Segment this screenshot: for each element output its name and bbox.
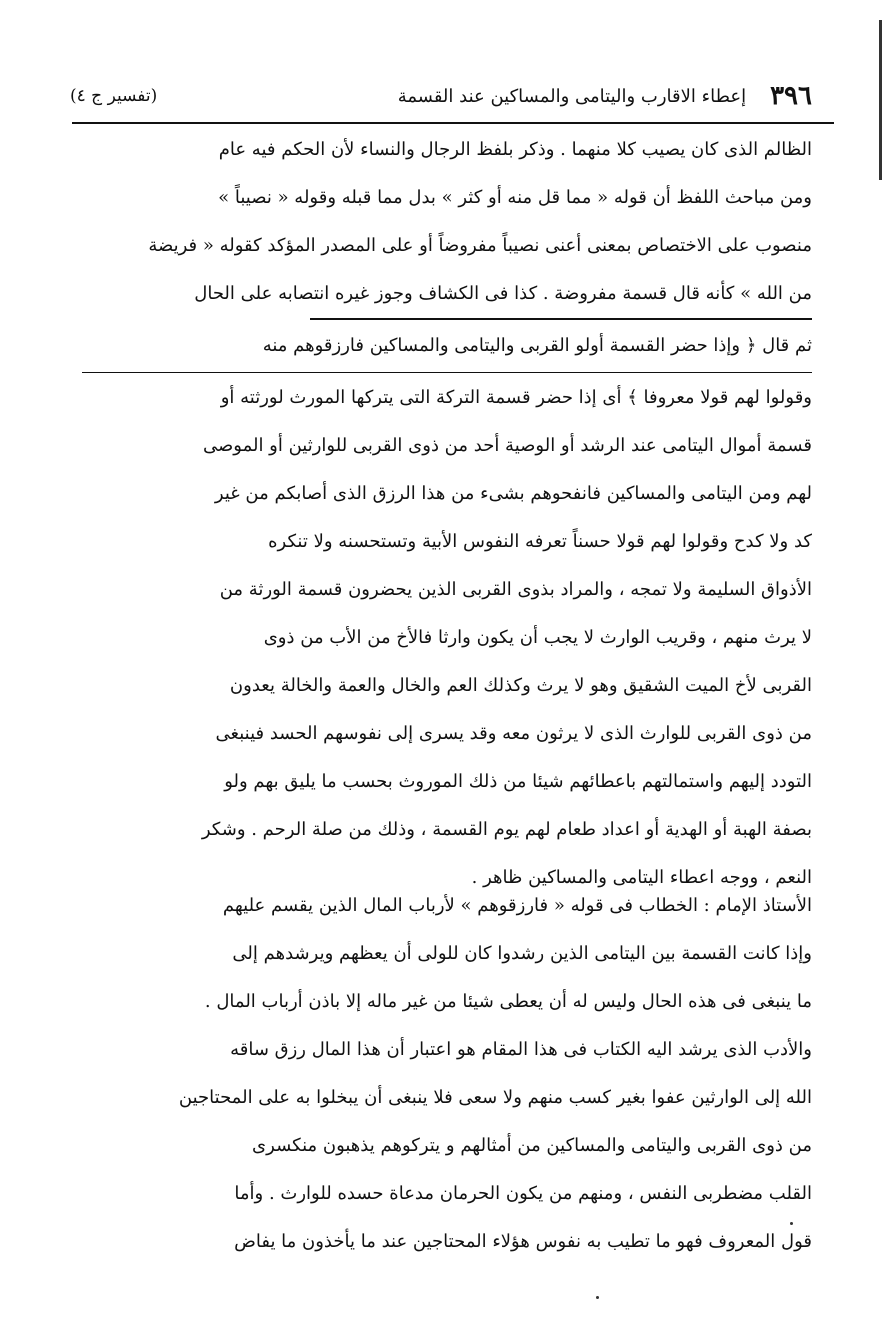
text-line: بصفة الهبة أو الهدية أو اعداد طعام لهم يوم القسمة ، وذلك من صلة الرحم . وشكر [201, 819, 812, 840]
text-line: لهم ومن اليتامى والمساكين فانفحوهم بشىء من هذا الرزق الذى أصابكم من غير [214, 483, 812, 504]
paragraph-continuation [66, 126, 812, 318]
text-line: القربى لأخ الميت الشقيق وهو لا يرث وكذلك العم والخال والعمة والخالة يعدون [229, 675, 812, 696]
verse-heading [66, 322, 812, 370]
text-line: وقولوا لهم قولا معروفا ﴾ أى إذا حضر قسمة التركة التى يتركها المورث لورثته أو [220, 387, 812, 408]
text-line: كد ولا كدح وقولوا لهم قولا حسناً تعرفه النفوس الأبية وتستحسنه ولا تنكره [268, 531, 812, 552]
text-line: لا يرث منهم ، وقريب الوارث لا يجب أن يكون وارثا فالأخ من الأب من ذوى [263, 627, 812, 648]
scan-speck [596, 1296, 599, 1299]
text-line: قول المعروف فهو ما تطيب به نفوس هؤلاء المحتاجين عند ما يأخذون ما يفاض [234, 1231, 812, 1252]
verse-line: ثم قال ﴿ وإذا حضر القسمة أولو القربى واليتامى والمساكين فارزقوهم منه [262, 335, 812, 356]
text-line: التودد إليهم واستمالتهم باعطائهم شيئا من ذلك الموروث بحسب ما يليق بهم ولو [224, 771, 812, 792]
text-line: الأستاذ الإمام : الخطاب فى قوله « فارزقوهم » لأرباب المال الذين يقسم عليهم [222, 895, 812, 916]
paragraph-ustadh-imam [66, 882, 812, 1266]
text-line: من ذوى القربى واليتامى والمساكين من أمثالهم و يتركوهم يذهبون منكسرى [252, 1135, 812, 1156]
text-line: والأدب الذى يرشد اليه الكتاب فى هذا المقام هو اعتبار أن هذا المال رزق ساقه [230, 1039, 812, 1060]
section-divider [310, 318, 812, 320]
text-line: الأذواق السليمة ولا تمجه ، والمراد بذوى القربى الذين يحضرون قسمة الورثة من [219, 579, 812, 600]
running-title: إعطاء الاقارب واليتامى والمساكين عند القسمة [397, 85, 747, 107]
text-line: ومن مباحث اللفظ أن قوله « مما قل منه أو كثر » بدل مما قبله وقوله « نصيباً » [218, 187, 812, 208]
text-line: النعم ، ووجه اعطاء اليتامى والمساكين ظاهر . [471, 867, 812, 888]
text-line: الله إلى الوارثين عفوا بغير كسب منهم ولا سعى فلا ينبغى أن يبخلوا به على المحتاجين [178, 1087, 812, 1108]
text-line: قسمة أموال اليتامى عند الرشد أو الوصية أحد من ذوى القربى للوارثين أو الموصى [202, 435, 812, 456]
text-line: القلب مضطربى النفس ، ومنهم من يكون الحرمان مدعاة حسده للوارث . وأما [234, 1183, 812, 1204]
paragraph-commentary [66, 374, 812, 902]
volume-label: (تفسير ج ٤) [70, 86, 158, 106]
verse-underline [82, 372, 812, 373]
page-number: ٣٩٦ [770, 81, 812, 111]
text-line: منصوب على الاختصاص بمعنى أعنى نصيباً مفروضاً أو على المصدر المؤكد كقوله « فريضة [148, 235, 812, 256]
page-header [70, 72, 812, 120]
scan-edge-mark [879, 20, 882, 180]
text-line: ما ينبغى فى هذه الحال وليس له أن يعطى شيئا من غير ماله إلا باذن أرباب المال . [204, 991, 812, 1012]
header-rule [72, 122, 834, 124]
text-line: من الله » كأنه قال قسمة مفروضة . كذا فى الكشاف وجوز غيره انتصابه على الحال [194, 283, 812, 304]
text-line: وإذا كانت القسمة بين اليتامى الذين رشدوا كان للولى أن يعظهم ويرشدهم إلى [232, 943, 812, 964]
scan-speck [790, 1222, 793, 1225]
text-line: الظالم الذى كان يصيب كلا منهما . وذكر بلفظ الرجال والنساء لأن الحكم فيه عام [218, 139, 812, 160]
text-line: من ذوى القربى للوارث الذى لا يرثون معه وقد يسرى إلى نفوسهم الحسد فينبغى [215, 723, 812, 744]
